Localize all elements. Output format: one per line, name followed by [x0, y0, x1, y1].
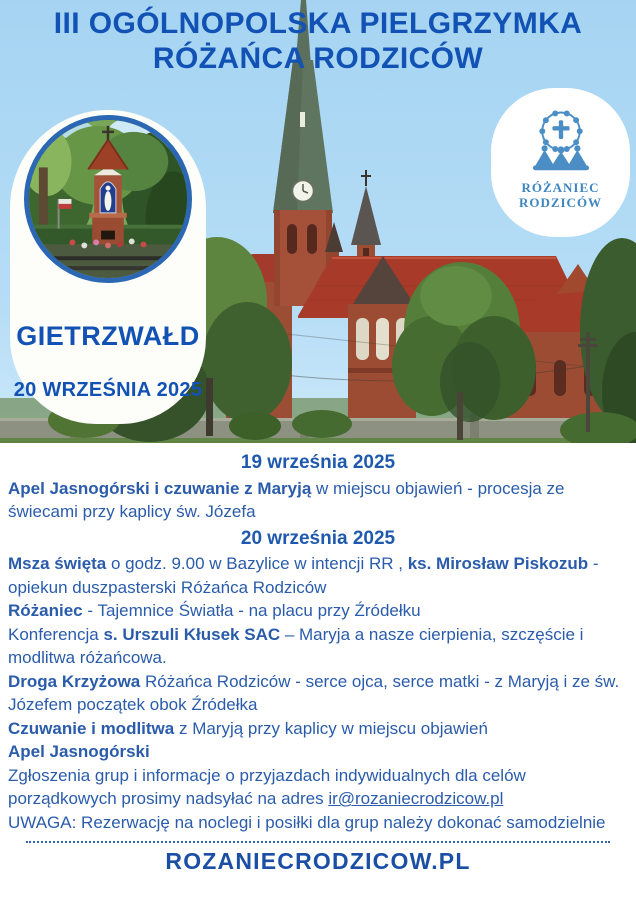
- schedule-item-day1-1: Apel Jasnogórski i czuwanie z Maryją w miejscu objawień - procesja ze świecami przy kaplicy św. Józefa: [8, 478, 565, 521]
- day1-heading: 19 września 2025: [240, 452, 396, 473]
- poster-title: [0, 6, 636, 76]
- poster-title-line1: III OGÓLNOPOLSKA PIELGRZYMKA: [53, 7, 583, 40]
- schedule-section: [0, 443, 636, 900]
- schedule-item-day2-6: Apel Jasnogórski: [8, 742, 150, 761]
- logo-text-line2: RODZICÓW: [518, 195, 603, 210]
- schedule-item-day2-4: Droga Krzyżowa Różańca Rodziców - serce ojca, serce matki - z Maryją i ze św. Józefem początek obok Źródełka: [8, 671, 620, 714]
- location-panel: [10, 110, 206, 424]
- event-date: 20 WRZEŚNIA 2025: [13, 379, 203, 401]
- logo-text-line1: RÓŻANIEC: [521, 180, 600, 195]
- church-photo-section: [0, 0, 636, 443]
- registration-email-link[interactable]: ir@rozaniecrodzicow.pl: [328, 789, 504, 808]
- schedule-item-day2-1: Msza święta o godz. 9.00 w Bazylice w intencji RR , ks. Mirosław Piskozub - opiekun duszpasterski Różańca Rodziców: [8, 554, 599, 597]
- rosary-cross-family-icon: [522, 100, 600, 178]
- place-name: GIETRZWAŁD: [16, 321, 200, 351]
- registration-text: Zgłoszenia grup i informacje o przyjazdach indywidualnych dla celów porządkowych prosimy nadsyłać na adres: [8, 765, 526, 808]
- shrine-photo: [24, 115, 192, 283]
- schedule-item-day2-5: Czuwanie i modlitwa z Maryją przy kaplicy w miejscu objawień: [8, 718, 488, 738]
- shrine-photo-illustration: [29, 120, 187, 278]
- schedule-item-day2-2: Różaniec - Tajemnice Światła - na placu przy Źródełku: [8, 601, 421, 620]
- dotted-divider: [26, 841, 610, 843]
- warning-note: UWAGA: Rezerwację na noclegi i posiłki dla grup należy dokonać samodzielnie: [8, 812, 606, 832]
- poster-title-line2: RÓŻAŃCA RODZICÓW: [152, 42, 484, 75]
- registration-note: [8, 764, 628, 811]
- logo-badge: [491, 88, 630, 237]
- day2-heading: 20 września 2025: [240, 527, 396, 549]
- website-link[interactable]: ROZANIECRODZICOW.PL: [165, 848, 471, 874]
- schedule-item-day2-3: Konferencja s. Urszuli Kłusek SAC – Maryja a nasze cierpienia, szczęście i modlitwa różańcowa.: [8, 624, 584, 667]
- logo-text: [519, 180, 602, 210]
